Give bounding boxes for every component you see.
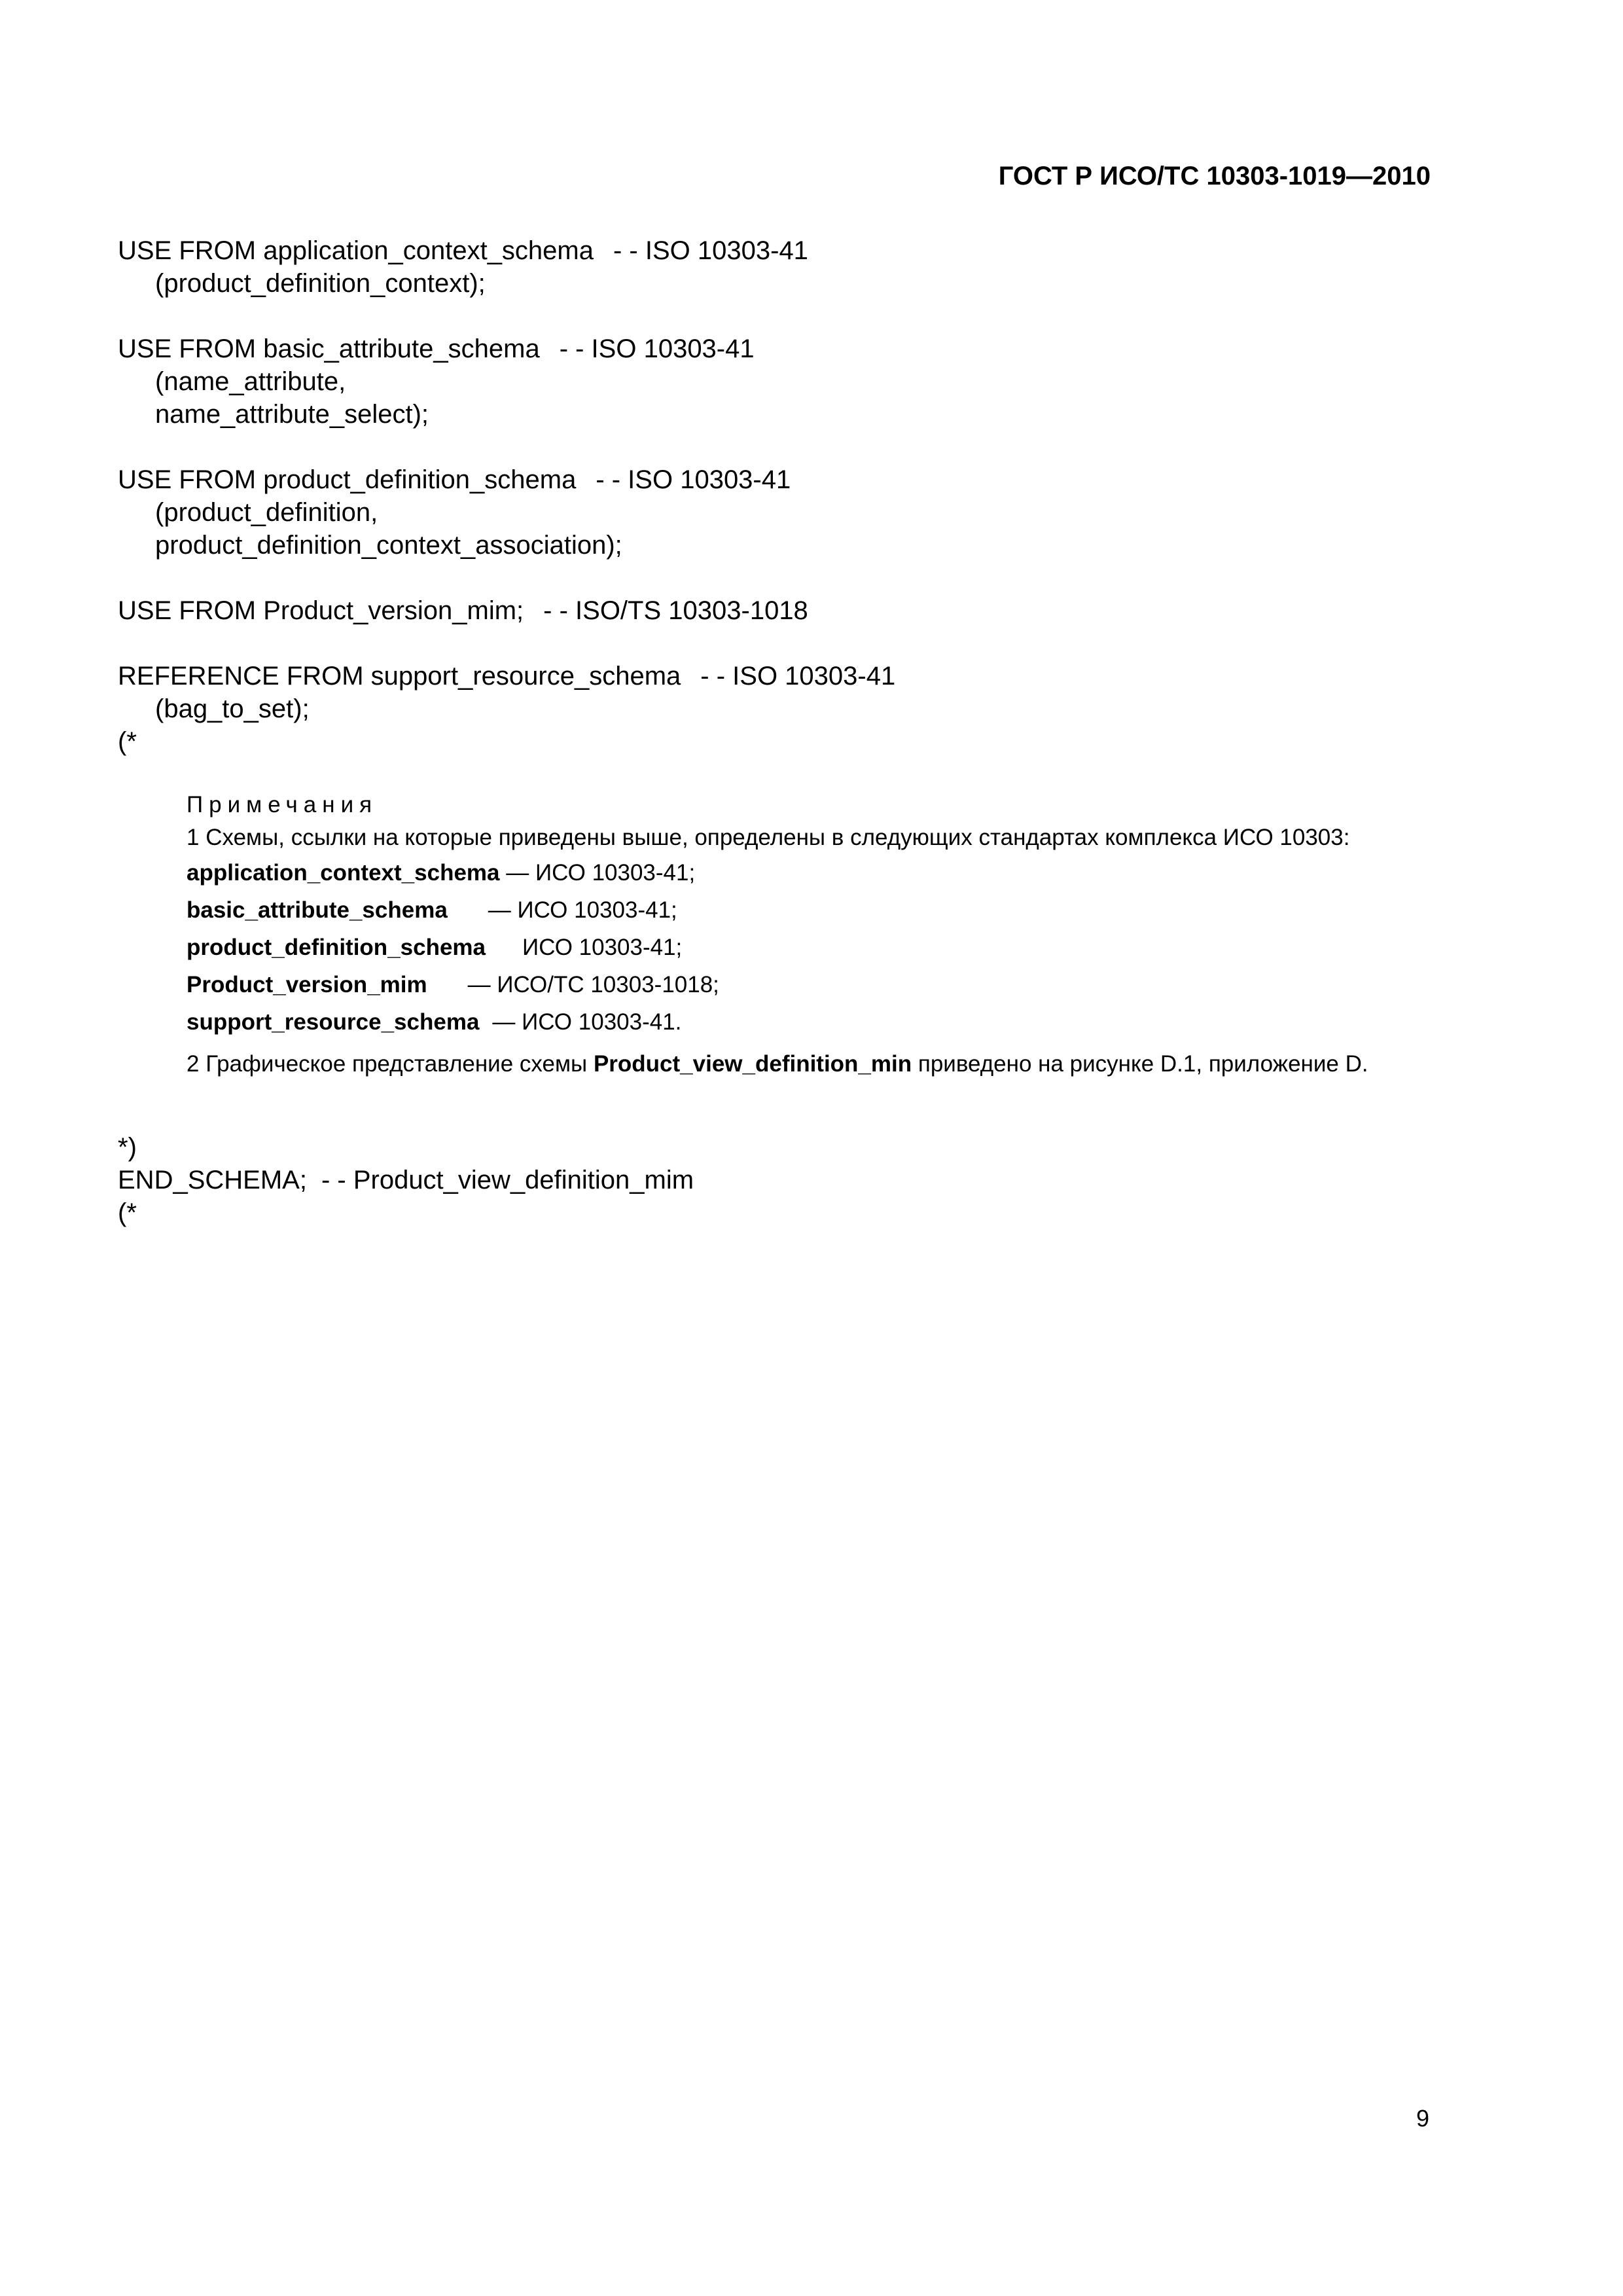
note-2-paragraph bbox=[118, 1049, 1427, 1080]
schema-standard: — ИСО 10303-41. bbox=[492, 1009, 682, 1035]
code-line bbox=[118, 463, 1453, 496]
notes-heading: Примечания bbox=[187, 792, 378, 817]
schema-name: support_resource_schema bbox=[187, 1009, 480, 1035]
reference-statement: REFERENCE FROM support_resource_schema bbox=[118, 662, 681, 691]
code-comment: - - ISO 10303-41 bbox=[559, 334, 755, 363]
schema-name: product_definition_schema bbox=[187, 935, 486, 960]
comment-open-marker: (* bbox=[118, 1198, 137, 1227]
express-code-listing bbox=[118, 234, 1453, 758]
code-line bbox=[118, 234, 1453, 267]
schema-reference-row bbox=[118, 929, 1427, 966]
schema-reference-row bbox=[118, 854, 1427, 891]
schema-reference-row bbox=[118, 1003, 1427, 1041]
use-statement: USE FROM Product_version_mim; bbox=[118, 596, 524, 625]
code-line: product_definition_context_association); bbox=[155, 531, 622, 560]
use-statement: USE FROM product_definition_schema bbox=[118, 465, 577, 494]
code-line: name_attribute_select); bbox=[155, 400, 429, 429]
code-line: (product_definition, bbox=[155, 498, 378, 527]
note-2-text-start: 2 Графическое представление схемы bbox=[187, 1051, 588, 1077]
schema-name: Product_version_mim bbox=[187, 972, 427, 997]
code-line bbox=[118, 660, 1453, 692]
end-schema-statement: END_SCHEMA; bbox=[118, 1166, 307, 1194]
schema-reference-row bbox=[118, 966, 1427, 1003]
schema-name: basic_attribute_schema bbox=[187, 897, 448, 923]
schema-standard: — ИСО 10303-41; bbox=[488, 897, 677, 923]
note-1-text: 1 Схемы, ссылки на которые приведены выше, определены в следующих стандартах комплекса ИСО 10303: bbox=[187, 825, 1350, 850]
code-line: (name_attribute, bbox=[155, 367, 346, 396]
schema-reference-row bbox=[118, 891, 1427, 929]
standard-designation: ГОСТ Р ИСО/ТС 10303-1019—2010 bbox=[998, 162, 1431, 190]
code-line bbox=[118, 332, 1453, 365]
code-line: (bag_to_set); bbox=[155, 694, 310, 723]
schema-standard: ИСО 10303-41; bbox=[522, 935, 683, 960]
code-line bbox=[118, 594, 1453, 627]
code-comment: - - ISO 10303-41 bbox=[700, 662, 896, 691]
comment-open-marker: (* bbox=[118, 727, 137, 756]
schema-end-block bbox=[118, 1131, 694, 1229]
page-number: 9 bbox=[1416, 2105, 1429, 2132]
comment-close-marker: *) bbox=[118, 1133, 137, 1162]
schema-standard: — ИСО 10303-41; bbox=[506, 860, 696, 886]
schema-standard: — ИСО/ТС 10303-1018; bbox=[467, 972, 719, 997]
code-comment: - - ISO 10303-41 bbox=[596, 465, 791, 494]
code-comment: - - ISO/TS 10303-1018 bbox=[543, 596, 808, 625]
notes-section bbox=[118, 789, 1427, 1080]
code-line bbox=[118, 1164, 694, 1196]
note-2-schema-name: Product_view_definition_min bbox=[593, 1051, 912, 1077]
use-statement: USE FROM application_context_schema bbox=[118, 236, 594, 265]
schema-name: application_context_schema bbox=[187, 860, 500, 886]
note-2-text-end: приведено на рисунке D.1, приложение D. bbox=[918, 1051, 1368, 1077]
use-statement: USE FROM basic_attribute_schema bbox=[118, 334, 540, 363]
code-comment: - - ISO 10303-41 bbox=[613, 236, 808, 265]
code-line: (product_definition_context); bbox=[155, 269, 486, 298]
code-comment: - - Product_view_definition_mim bbox=[321, 1166, 694, 1194]
